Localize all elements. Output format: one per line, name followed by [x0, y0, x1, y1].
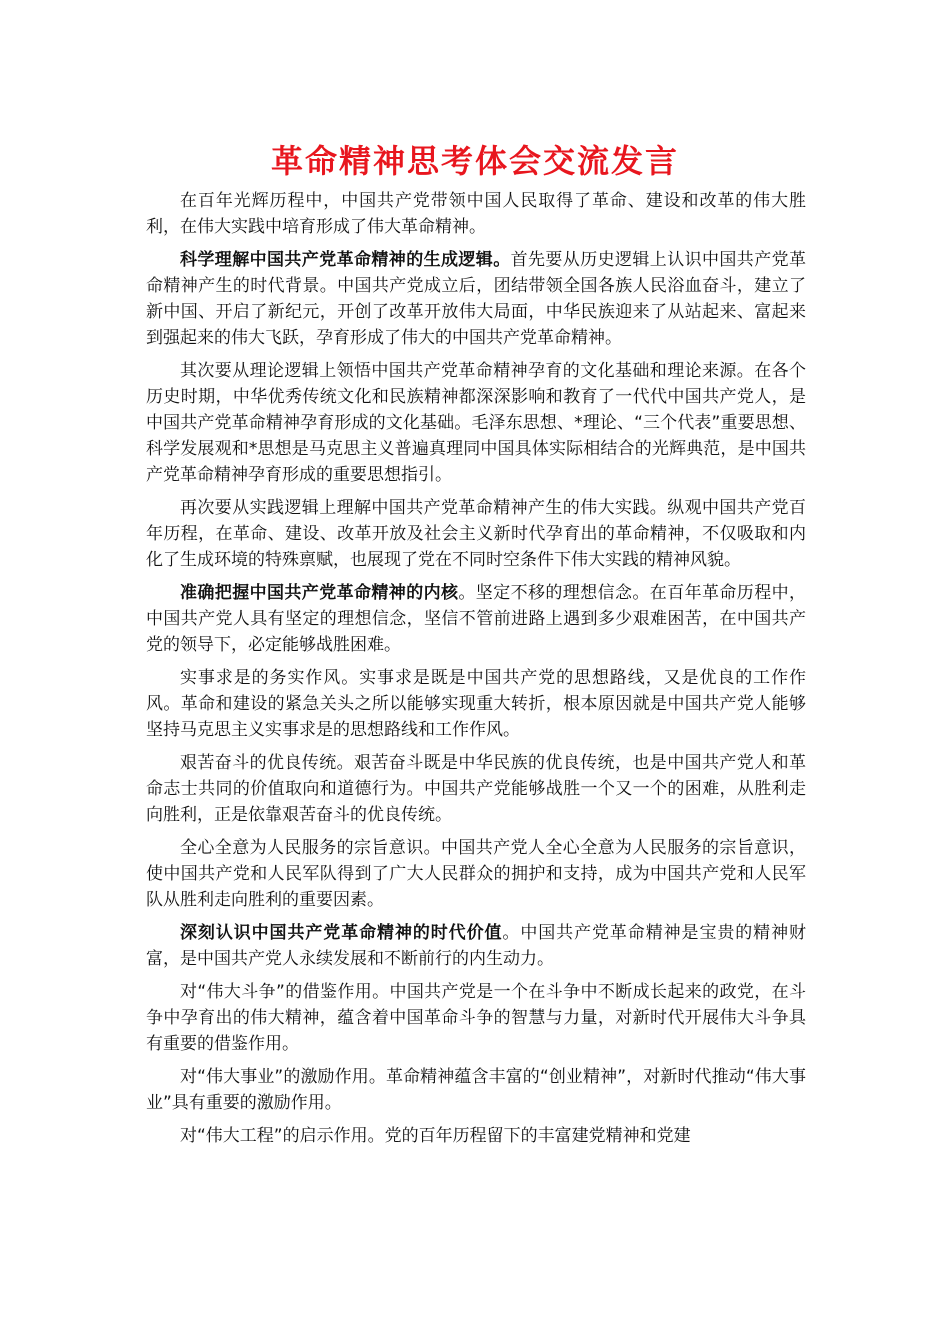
- paragraph-12: [146, 1123, 806, 1149]
- paragraph-text: 实事求是的务实作风。实事求是既是中国共产党的思想路线，又是优良的工作作风。革命和建设的紧急关头之所以能够实现重大转折，根本原因就是中国共产党人能够坚持马克思主义实事求是的思想路线和工作作风。: [146, 668, 806, 740]
- paragraph-text: 首先要从历史逻辑上认识中国共产党革命精神产生的时代背景。中国共产党成立后，团结带领全国各族人民浴血奋斗，建立了新中国、开启了新纪元，开创了改革开放伟大局面，中华民族迎来了从站起来、富起来到强起来的伟大飞跃，孕育形成了伟大的中国共产党革命精神。: [146, 250, 807, 348]
- paragraph-text: 。坚定不移的理想信念。在百年革命历程中，中国共产党人具有坚定的理想信念，坚信不管前进路上遇到多少艰难困苦，在中国共产党的领导下，必定能够战胜困难。: [146, 583, 807, 655]
- paragraph-3: [146, 358, 806, 488]
- paragraph-text: 其次要从理论逻辑上领悟中国共产党革命精神孕育的文化基础和理论来源。在各个历史时期，中华优秀传统文化和民族精神都深深影响和教育了一代代中国共产党人，是中国共产党革命精神孕育形成的文化基础。毛泽东思想、*理论、“三个代表”重要思想、科学发展观和*思想是马克思主义普遍真理同中国具体实际相结合的光辉典范，是中国共产党革命精神孕育形成的重要思想指引。: [146, 361, 806, 485]
- paragraph-lead: 准确把握中国共产党革命精神的内核: [180, 583, 459, 603]
- paragraph-7: [146, 750, 806, 828]
- paragraph-text: 艰苦奋斗的优良传统。艰苦奋斗既是中华民族的优良传统，也是中国共产党人和革命志士共同的价值取向和道德行为。中国共产党能够战胜一个又一个的困难，从胜利走向胜利，正是依靠艰苦奋斗的优良传统。: [146, 753, 806, 825]
- paragraph-text: 在百年光辉历程中，中国共产党带领中国人民取得了革命、建设和改革的伟大胜利，在伟大实践中培育形成了伟大革命精神。: [146, 191, 806, 237]
- paragraph-text: 全心全意为人民服务的宗旨意识。中国共产党人全心全意为人民服务的宗旨意识，使中国共产党和人民军队得到了广大人民群众的拥护和支持，成为中国共产党和人民军队从胜利走向胜利的重要因素。: [146, 838, 806, 910]
- document-title: 革命精神思考体会交流发言: [270, 142, 679, 180]
- paragraph-text: 。中国共产党革命精神是宝贵的精神财富，是中国共产党人永续发展和不断前行的内生动力。: [146, 923, 807, 969]
- paragraph-text: 对“伟大事业”的激励作用。革命精神蕴含丰富的“创业精神”，对新时代推动“伟大事业”具有重要的激励作用。: [146, 1067, 806, 1113]
- paragraph-2: [146, 247, 806, 351]
- paragraph-4: [146, 495, 806, 573]
- paragraph-text: 再次要从实践逻辑上理解中国共产党革命精神产生的伟大实践。纵观中国共产党百年历程，在革命、建设、改革开放及社会主义新时代孕育出的革命精神，不仅吸取和内化了生成环境的特殊禀赋，也展现了党在不同时空条件下伟大实践的精神风貌。: [146, 498, 806, 570]
- document-body: [146, 188, 806, 1156]
- paragraph-lead: 深刻认识中国共产党革命精神的时代价值: [180, 923, 503, 943]
- paragraph-8: [146, 835, 806, 913]
- paragraph-1: [146, 188, 806, 240]
- paragraph-10: [146, 979, 806, 1057]
- paragraph-9: [146, 920, 806, 972]
- paragraph-lead: 科学理解中国共产党革命精神的生成逻辑。: [180, 250, 511, 270]
- paragraph-text: 对“伟大工程”的启示作用。党的百年历程留下的丰富建党精神和党建: [180, 1126, 691, 1146]
- paragraph-text: 对“伟大斗争”的借鉴作用。中国共产党是一个在斗争中不断成长起来的政党，在斗争中孕育出的伟大精神，蕴含着中国革命斗争的智慧与力量，对新时代开展伟大斗争具有重要的借鉴作用。: [146, 982, 806, 1054]
- paragraph-5: [146, 580, 806, 658]
- paragraph-6: [146, 665, 806, 743]
- paragraph-11: [146, 1064, 806, 1116]
